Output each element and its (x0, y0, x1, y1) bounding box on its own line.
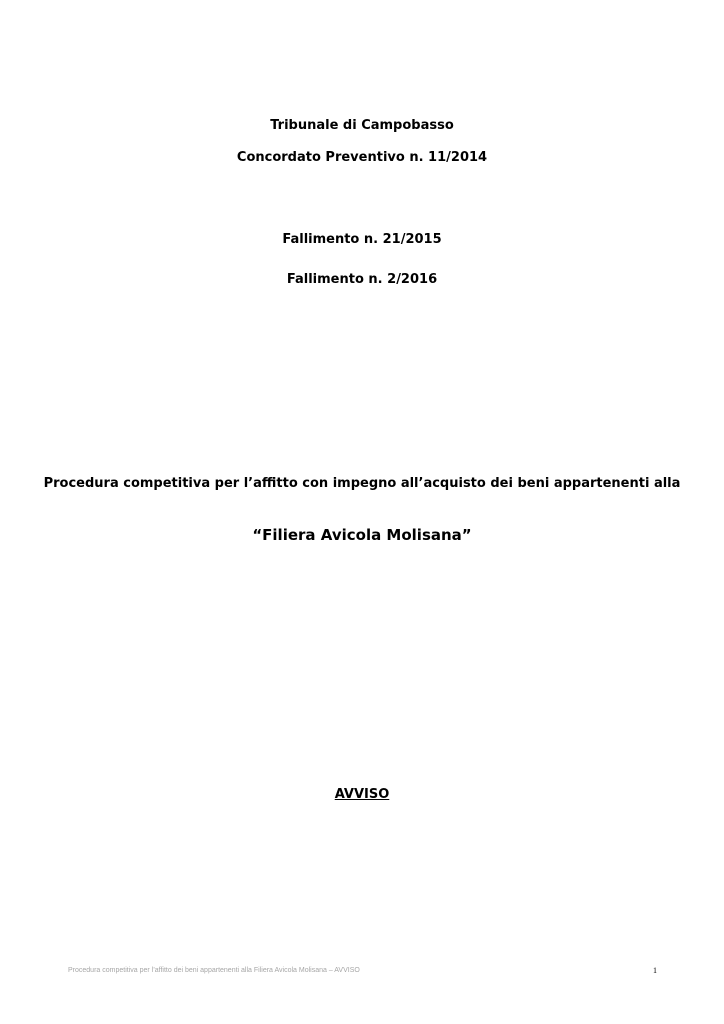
procedure-heading: Procedura competitiva per l’affitto con impegno all’acquisto dei beni appartenenti alla (43, 476, 681, 491)
fallimento-reference-2: Fallimento n. 2/2016 (286, 272, 438, 287)
notice-title: AVVISO (334, 787, 390, 802)
court-title: Tribunale di Campobasso (270, 118, 454, 133)
page-number: 1 (653, 966, 657, 975)
concordato-reference: Concordato Preventivo n. 11/2014 (236, 150, 488, 165)
page-footer: Procedura competitiva per l’affitto dei beni appartenenti alla Filiera Avicola Molisana – AVVISO (68, 967, 360, 974)
fallimento-reference-1: Fallimento n. 21/2015 (282, 232, 442, 247)
company-name: “Filiera Avicola Molisana” (252, 526, 472, 544)
